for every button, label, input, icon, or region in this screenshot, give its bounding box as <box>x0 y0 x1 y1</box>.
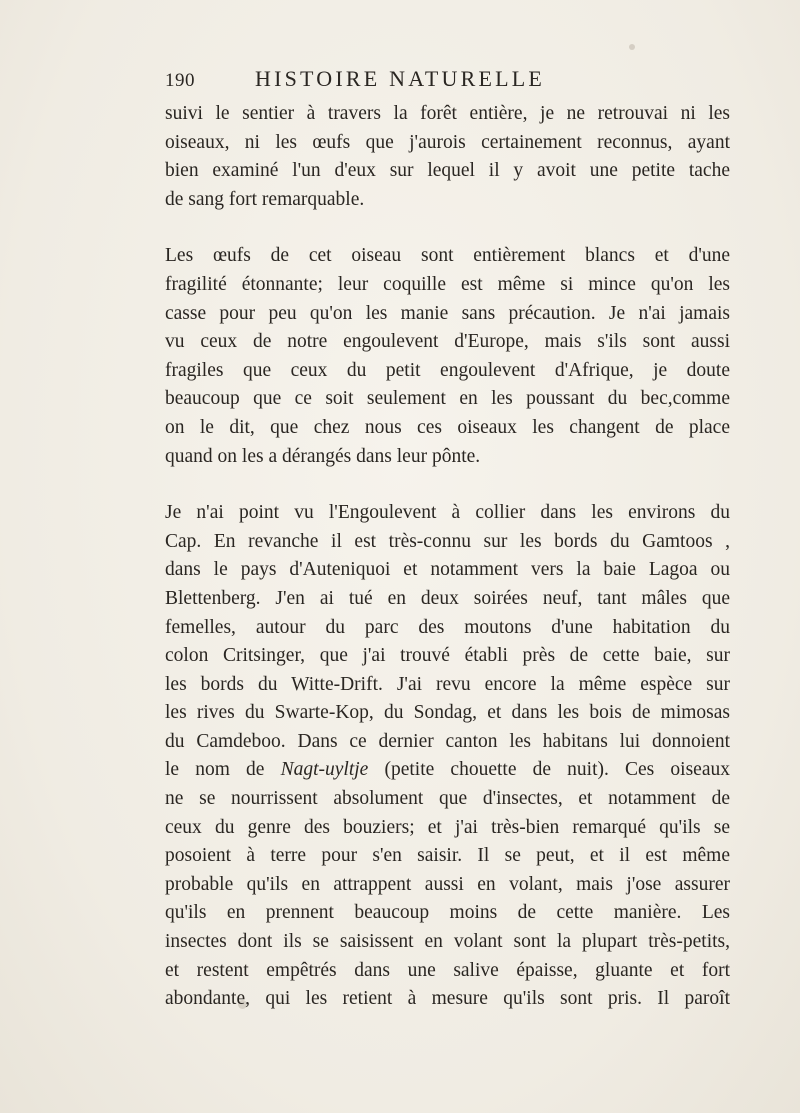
text-line: Les œufs de cet oiseau sont entièrement blancs et d'une <box>165 245 730 267</box>
text-line: casse pour peu qu'on les manie sans précaution. Je n'ai jamais <box>165 302 730 324</box>
text-line: du Camdeboo. Dans ce dernier canton les habitans lui donnoient <box>165 730 730 752</box>
paper-spot <box>629 44 635 50</box>
text-line: beaucoup que ce soit seulement en les poussant du bec,comme <box>165 388 730 410</box>
text-line-with-italic: le nom de Nagt-uyltje (petite chouette de nuit). Ces oiseaux <box>165 759 730 781</box>
text-line: dans le pays d'Auteniquoi et notamment vers la baie Lagoa ou <box>165 559 730 581</box>
text-line: les bords du Witte-Drift. J'ai revu encore la même espèce sur <box>165 673 730 695</box>
text-line: colon Critsinger, que j'ai trouvé établi près de cette baie, sur <box>165 645 730 667</box>
text-line: insectes dont ils se saisissent en volant sont la plupart très-petits, <box>165 931 730 953</box>
paragraph-gap <box>165 471 730 499</box>
paragraph-3 <box>165 499 730 1014</box>
paragraph-1 <box>165 100 730 214</box>
text-line: posoient à terre pour s'en saisir. Il se peut, et il est même <box>165 845 730 867</box>
text-line: qu'ils en prennent beaucoup moins de cette manière. Les <box>165 902 730 924</box>
text-line: on le dit, que chez nous ces oiseaux les changent de place <box>165 416 730 438</box>
text-line: abondante, qui les retient à mesure qu'ils sont pris. Il paroît <box>165 988 730 1010</box>
paragraph-2 <box>165 242 730 471</box>
text-line: ne se nourrissent absolument que d'insectes, et notamment de <box>165 788 730 810</box>
page-number: 190 <box>165 70 195 91</box>
text-line: probable qu'ils en attrappent aussi en volant, mais j'ose assurer <box>165 873 730 895</box>
text-line: de sang fort remarquable. <box>165 188 365 210</box>
italic-species-name: Nagt-uyltje <box>280 759 369 781</box>
text-line: et restent empêtrés dans une salive épaisse, gluante et fort <box>165 959 730 981</box>
page-header <box>165 66 725 96</box>
text-line: vu ceux de notre engoulevent d'Europe, mais s'ils sont aussi <box>165 331 730 353</box>
paragraph-gap <box>165 214 730 242</box>
body-text <box>165 100 730 1014</box>
text-line: Cap. En revanche il est très-connu sur les bords du Gamtoos , <box>165 530 730 552</box>
text-line: quand on les a dérangés dans leur pônte. <box>165 445 481 467</box>
running-title: HISTOIRE NATURELLE <box>255 66 546 91</box>
text-line: suivi le sentier à travers la forêt entière, je ne retrouvai ni les <box>165 103 730 124</box>
text-line: Je n'ai point vu l'Engoulevent à collier dans les environs du <box>165 502 730 524</box>
text-line: bien examiné l'un d'eux sur lequel il y avoit une petite tache <box>165 160 730 182</box>
text-line: fragilité étonnante; leur coquille est même si mince qu'on les <box>165 273 730 295</box>
text-line: les rives du Swarte-Kop, du Sondag, et dans les bois de mimosas <box>165 702 730 724</box>
text-line: oiseaux, ni les œufs que j'aurois certainement reconnus, ayant <box>165 131 730 153</box>
text-line: Blettenberg. J'en ai tué en deux soirées neuf, tant mâles que <box>165 587 730 609</box>
text-line: fragiles que ceux du petit engoulevent d'Afrique, je doute <box>165 359 730 381</box>
text-line: ceux du genre des bouziers; et j'ai très-bien remarqué qu'ils se <box>165 816 730 838</box>
text-line: femelles, autour du parc des moutons d'une habitation du <box>165 616 730 638</box>
